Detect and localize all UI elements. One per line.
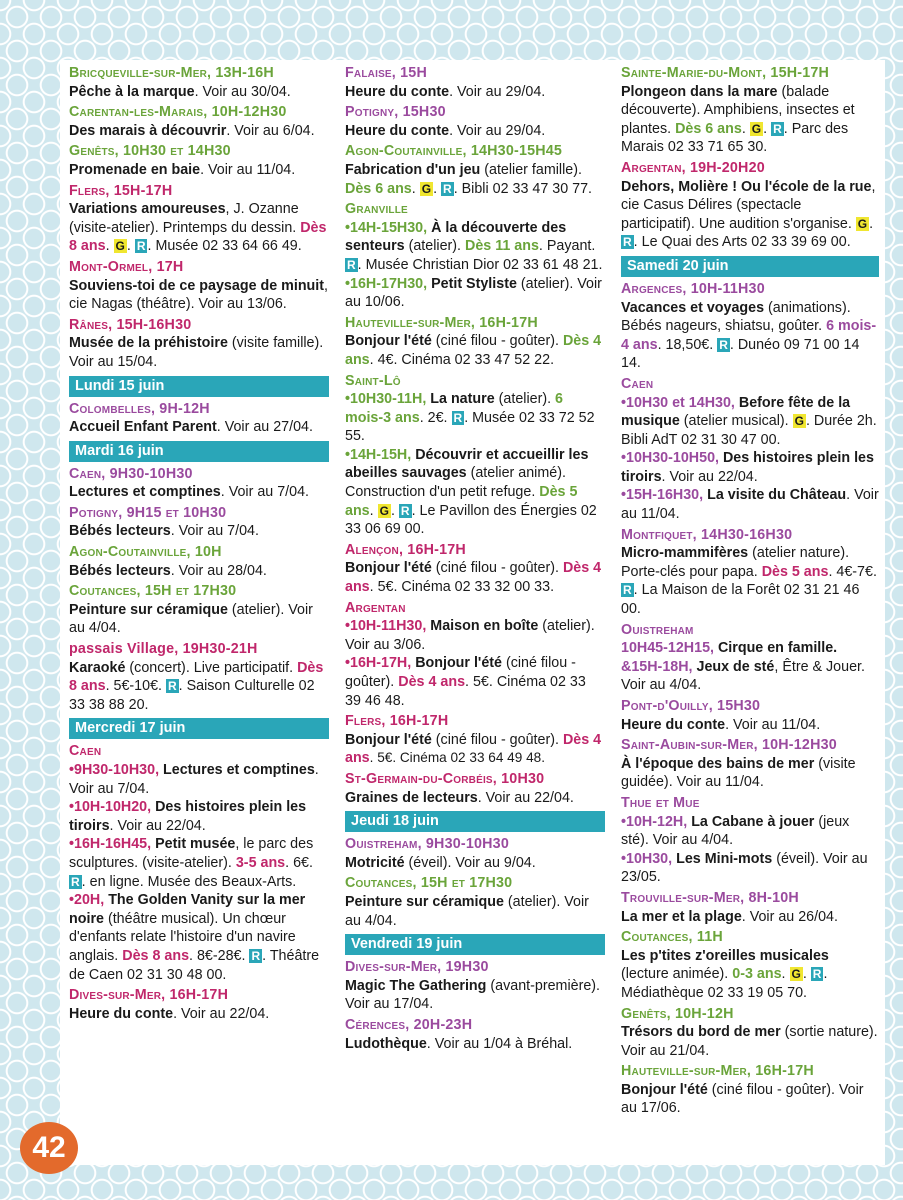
reservation-badge: R [167,679,177,694]
event-location: Hauteville-sur-Mer, 16H-17H [345,314,538,331]
event-title: Fabrication d'un jeu [345,161,481,178]
sub-event-time: &15H-18H, [621,658,693,675]
sub-event: •10H30 et 14H30, Before fête de la musique (atelier musical). G . Durée 2h. Bibli AdT 02 31 30 47 00. [621,394,877,448]
age-range: Dès 6 ans [345,180,412,197]
event-title: Accueil Enfant Parent [69,419,217,436]
event-title: Graines de lecteurs [345,789,478,806]
event-location: Falaise, 15H [345,65,427,81]
event-entry: Argentan, 19H-20H20 Dehors, Molière ! Ou l'école de la rue, cie Casus Délires (spectacle participatif). Une audition s'organise. G . R . Le Quai des Arts 02 33 39 69 00. [621,159,879,252]
event-location: Mont-Ormel, 17H [69,258,184,275]
event-location: Cérences, 20H-23H [345,1016,473,1033]
sub-event-time: •16H-16H45, [69,836,152,853]
event-location: Bricqueville-sur-Mer, 13H-16H [69,65,274,81]
event-location: Potigny, 15H30 [345,104,446,121]
age-range: Dès 6 ans [675,120,742,137]
event-title: Motricité [345,854,405,871]
event-entry [345,712,605,768]
event-details: . Voir au 6/04. [226,122,315,139]
event-details: . Voir au 1/04 à Bréhal. [426,1035,573,1052]
event-entry [345,1016,605,1053]
event-entry [69,504,329,541]
event-title: Bonjour l'été [345,731,432,748]
sub-event-time: •9H30-10H30, [69,762,160,778]
event-title: Heure du conte [345,122,450,139]
event-details: (éveil). Voir au 23/05. [621,850,868,886]
event-details: . Voir au 22/04. [661,468,758,485]
event-details: (ciné filou - goûter). [345,655,576,690]
event-entry: Flers, 15H-17H Variations amoureuses, J. Ozanne (visite-atelier). Printemps du dessin. Dès 8 ans. G . R . Musée 02 33 64 66 49. [69,182,329,256]
sub-event [345,617,605,654]
event-details: , le parc des sculptures. (visite-atelier). [69,836,314,871]
event-details: (atelier animé). Construction d'un petit refuge. [345,465,566,501]
event-details: . Voir au 29/04. [449,122,546,139]
event-details: . Voir au 7/04. [220,484,309,501]
event-location: Agon-Coutainville, 10H [69,544,222,561]
sub-event: •10H30-11H, La nature (atelier). 6 mois-3 ans. 2€. R . Musée 02 33 72 52 55. [345,391,595,445]
event-entry [69,316,329,372]
event-location: Coutances, 11H [621,929,723,946]
event-title: La Cabane à jouer [691,813,815,830]
event-title: Musée de la préhistoire [69,335,228,352]
event-title: Ludothèque [345,1035,427,1052]
event-details: (atelier). Voir au 10/06. [345,275,602,311]
event-entry: Sainte-Marie-du-Mont, 15H-17H Plongeon dans la mare (balade découverte). Amphibiens, insectes et plantes. Dès 6 ans. G . R . Parc des Marais 02 33 71 65 30. [621,64,879,157]
sub-event-time: •14H-15H, [345,446,412,463]
sub-event: •14H-15H30, À la découverte des senteurs (atelier). Dès 11 ans. Payant. R . Musée Christian Dior 02 33 61 48 21. [345,219,603,273]
event-details: (atelier). Voir au 3/06. [345,618,595,653]
event-details: (atelier musical). [679,413,789,430]
event-entry [621,794,879,887]
age-range: 3-5 ans [235,854,286,871]
event-details: , Être & Jouer. Voir au 4/04. [621,658,865,694]
event-location: Alençon, 16H-17H [345,541,466,558]
event-details: (théâtre musical). Un chœur d'enfants relate l'histoire d'un navire anglais. [69,910,296,964]
event-title: The Golden Vanity sur la mer noire [69,892,306,927]
sub-event-time: 10H45-12H15, [621,640,714,657]
event-title: Heure du conte [69,1005,174,1022]
sub-event [621,850,879,887]
day-header: Lundi 15 juin [69,376,329,397]
event-details: (ciné filou - goûter). [431,333,559,350]
event-location: Hauteville-sur-Mer, 16H-17H [621,1063,814,1080]
event-details: (atelier nature). Porte-clés pour papa. [621,545,850,580]
event-details: (lecture animée). [621,966,729,983]
event-location: passais Village, 19H30-21H [69,641,258,658]
event-title: Cirque en famille. [717,640,838,657]
event-location: St-Germain-du-Corbéis, 10H30 [345,770,545,787]
event-title: Trésors du bord de mer [621,1024,781,1041]
sub-event [621,639,879,658]
event-title: La mer et la plage [621,908,742,925]
event-entry [345,314,605,370]
event-title: Les p'tites z'oreilles musicales [621,947,829,964]
reservation-badge: R [623,235,632,250]
event-title: Bébés lecteurs [69,562,171,579]
event-details: (atelier). Voir au 4/04. [345,893,589,929]
event-details: , cie Nagas (théâtre). Voir au 13/06. [69,277,329,313]
event-entry [345,958,605,1014]
sub-event-time: •10H-10H20, [69,799,152,816]
event-details: . Voir au 27/04. [216,419,313,436]
event-location: Saint-Aubin-sur-Mer, 10H-12H30 [621,737,837,754]
event-location: Sainte-Marie-du-Mont, 15H-17H [621,65,830,81]
event-entry [69,64,329,101]
event-contact: . 5€. Cinéma 02 33 64 49 48. [369,750,545,766]
event-title: Karaoké [69,659,126,676]
free-badge: G [115,239,125,254]
event-location: Montfiquet, 14H30-16H30 [621,526,793,543]
sub-event [621,486,879,523]
event-title: Petit musée [155,836,236,853]
age-range: Dès 4 ans [345,333,602,368]
event-location: Granville [345,201,408,218]
event-location: Trouville-sur-Mer, 8H-10H [621,889,799,906]
day-header: Mardi 16 juin [69,441,329,462]
event-location: Caen [69,743,102,760]
event-entry [621,1005,879,1061]
event-details: . Voir au 22/04. [109,817,206,834]
event-title: Peinture sur céramique [69,601,228,618]
column-3 [621,64,879,1120]
event-contact: en ligne. Musée des Beaux-Arts. [89,873,297,890]
event-entry [621,736,879,792]
age-range: Dès 4 ans [345,731,602,767]
event-entry [345,874,605,930]
event-location: Caen, 9H30-10H30 [69,465,193,482]
sub-event-time: •10H30, [621,850,673,867]
sub-event: •14H-15H, Découvrir et accueillir les abeilles sauvages (atelier animé). Construction d'un petit refuge. Dès 5 ans. G . R . Le Pavillon des Énergies 02 33 06 69 00. [345,446,597,538]
sub-event [621,449,879,486]
event-title: La nature [430,391,495,408]
reservation-badge: R [251,948,261,963]
sub-event-time: •16H-17H30, [345,275,428,292]
event-details: . Voir au 22/04. [173,1005,270,1022]
event-details: . Voir au 22/04. [477,789,574,806]
event-title: Lectures et comptines [163,762,315,778]
event-entry [345,372,605,539]
age-range: 0-3 ans [732,966,782,983]
event-details: (ciné filou - goûter). [431,560,559,577]
event-title: Dehors, Molière ! Ou l'école de la rue [621,178,872,195]
event-price: . 4€-7€. [828,563,877,580]
event-location: Caen [621,375,654,392]
age-range: Dès 4 ans [345,560,602,596]
event-details: (avant-première). Voir au 17/04. [345,977,601,1013]
event-title: Bonjour l'été [345,560,432,577]
event-title: Bonjour l'été [415,655,502,672]
age-range: Dès 8 ans [69,659,324,695]
age-range: Dès 5 ans [761,563,829,580]
event-location: Coutances, 15H et 17H30 [69,583,237,600]
event-details: . Voir au 7/04. [69,762,319,797]
age-range: 6 mois-4 ans [621,318,877,353]
reservation-badge: R [623,583,632,598]
event-entry: Montfiquet, 14H30-16H30 Micro-mammifères (atelier nature). Porte-clés pour papa. Dès 5 ans. 4€-7€. R . La Maison de la Forêt 02 31 21 46 00. [621,526,879,619]
event-entry: Coutances, 11H Les p'tites z'oreilles musicales (lecture animée). 0-3 ans. G . R . Médiathèque 02 33 19 05 70. [621,928,879,1002]
reservation-badge: R [400,503,410,518]
event-entry [69,400,329,437]
sub-event [345,654,605,710]
reservation-badge: R [453,410,463,425]
sub-event-time: •10H30-10H50, [621,450,719,467]
event-title: Before fête de la musique [621,394,851,430]
event-location: Genêts, 10H-12H [621,1005,734,1022]
event-title: La visite du Château [707,487,847,504]
sub-event-time: •14H-15H30, [345,219,428,236]
event-title: Jeux de sté [696,658,775,675]
event-entry [621,1062,879,1118]
event-details: (animations). Bébés nageurs, shiatsu, goûter. [621,299,851,335]
event-title: Vacances et voyages [621,299,765,316]
event-location: Thue et Mue [621,794,700,811]
event-entry [621,621,879,695]
event-entry [69,543,329,580]
event-price: . 8€-28€. [189,947,246,964]
event-details: . Voir au 11/04. [200,161,296,178]
page-number-badge: 42 [20,1122,78,1174]
event-location: Dives-sur-Mer, 19H30 [345,959,489,976]
sub-event: •16H-16H45, Petit musée, le parc des sculptures. (visite-atelier). 3-5 ans. 6€. R . en ligne. Musée des Beaux-Arts. [69,836,314,890]
event-title: Peinture sur céramique [345,893,504,910]
event-details: . Voir au 7/04. [170,523,259,540]
event-title: Heure du conte [345,83,450,100]
event-location: Ouistreham [621,621,694,638]
event-details: (éveil). Voir au 9/04. [404,854,536,871]
event-details: , J. Ozanne (visite-atelier). Printemps du dessin. [69,201,299,236]
reservation-badge: R [719,337,728,352]
event-entry: Argences, 10H-11H30 Vacances et voyages (animations). Bébés nageurs, shiatsu, goûter. 6 mois-4 ans. 18,50€. R . Dunéo 09 71 00 14 14. [621,280,879,373]
event-location: Argentan, 19H-20H20 [621,159,765,176]
free-badge: G [421,181,432,196]
event-contact: Bibli 02 33 47 30 77. [461,180,593,197]
event-title: Lectures et comptines [69,484,221,501]
event-contact: Le Quai des Arts 02 33 39 69 00. [641,234,851,251]
event-title: Maison en boîte [430,618,539,635]
event-entry [69,465,329,502]
event-price: . 2€. [419,409,448,426]
event-price: . 6€. [285,854,313,871]
event-entry [345,103,605,140]
event-title: À l'époque des bains de mer [621,755,815,772]
free-badge: G [791,967,801,982]
event-price: . 5€-10€. [105,678,162,695]
age-range: 6 mois-3 ans [345,391,563,426]
event-entry [69,582,329,638]
event-location: Agon-Coutainville, 14H30-15H45 [345,143,563,160]
event-location: Colombelles, 9H-12H [69,400,210,417]
event-contact: Durée 2h. Bibli AdT 02 31 30 47 00. [621,413,877,448]
event-details: (atelier). [494,391,552,408]
event-contact: . 5€. Cinéma 02 33 39 46 48. [345,674,586,709]
reservation-badge: R [347,257,356,272]
event-details: (atelier famille). [480,161,582,178]
event-entry [621,375,879,524]
event-title: Bébés lecteurs [69,523,171,540]
event-contact: . 5€. Cinéma 02 33 32 00 33. [369,579,555,596]
age-range: Dès 8 ans [69,219,327,255]
event-title: Micro-mammifères [621,545,749,562]
day-header: Samedi 20 juin [621,256,879,277]
event-details: . Voir au 29/04. [449,83,546,100]
sub-event-time: •16H-17H, [345,655,412,672]
reservation-badge: R [443,181,452,196]
event-title: Petit Styliste [431,275,517,292]
event-contact: Saison Culturelle 02 33 38 88 20. [69,678,315,713]
reservation-badge: R [136,239,146,254]
event-location: Argences, 10H-11H30 [621,280,765,297]
event-details: (jeux sté). Voir au 4/04. [621,813,850,849]
event-details: . Voir au 26/04. [741,908,838,925]
event-entry: Agon-Coutainville, 14H30-15H45 Fabrication d'un jeu (atelier famille). Dès 6 ans. G . R . Bibli 02 33 47 30 77. [345,142,605,198]
event-contact: Musée Christian Dior 02 33 61 48 21. [365,256,603,273]
event-price: . Payant. [538,238,596,255]
event-details: (sortie nature). Voir au 21/04. [621,1024,878,1059]
event-price: . 18,50€. [657,336,714,353]
event-contact: Dunéo 09 71 00 14 14. [621,336,860,372]
event-location: Potigny, 9H15 et 10H30 [69,504,227,521]
event-title: Variations amoureuses [69,201,226,218]
sub-event-time: •15H-16H30, [621,487,704,504]
event-details: (ciné filou - goûter). Voir au 17/06. [621,1081,864,1117]
event-contact: Musée 02 33 72 52 55. [345,409,595,445]
event-details: (atelier). [404,238,462,255]
event-title: Des histoires plein les tiroirs [69,799,307,834]
event-details: . Voir au 11/04. [725,716,821,733]
day-header: Jeudi 18 juin [345,811,605,832]
sub-event: •20H, The Golden Vanity sur la mer noire (théâtre musical). Un chœur d'enfants relate l'histoire d'un navire anglais. Dès 8 ans. 8€-28€. R . Théâtre de Caen 02 31 30 48 00. [69,892,320,983]
day-header: Mercredi 17 juin [69,718,329,739]
age-range: Dès 11 ans [465,238,539,255]
sub-event [345,275,605,312]
age-range: Dès 8 ans [122,947,190,964]
event-title: Promenade en baie [69,161,201,178]
event-title: Heure du conte [621,716,726,733]
free-badge: G [379,503,389,518]
event-title: Les Mini-mots [676,850,773,867]
sub-event [69,798,329,835]
sub-event-time: •10H30 et 14H30, [621,394,735,411]
event-location: Dives-sur-Mer, 16H-17H [69,987,229,1004]
event-details: . Voir au 11/04. [621,487,879,523]
event-details: (concert). Live participatif. [125,659,294,676]
age-range: Dès 4 ans [398,674,466,690]
event-entry [345,541,605,597]
sub-event-time: •10H30-11H, [345,391,427,408]
sub-event [69,761,329,798]
event-details: , cie Casus Délires (spectacle participatif). Une audition s'organise. [621,178,876,232]
free-badge: G [751,121,762,136]
event-entry [69,258,329,314]
sub-event-time: •10H-12H, [621,813,688,830]
event-contact: Théâtre de Caen 02 31 30 48 00. [69,947,320,983]
event-location: Pont-d'Ouilly, 15H30 [621,698,761,714]
event-entry [69,142,329,179]
sub-event [621,658,879,695]
event-entry: passais Village, 19H30-21H Karaoké (concert). Live participatif. Dès 8 ans. 5€-10€. R . Saison Culturelle 02 33 38 88 20. [69,640,329,714]
event-entry [345,770,605,807]
event-title: Bonjour l'été [621,1081,708,1098]
event-contact: . 4€. Cinéma 02 33 47 52 22. [369,351,555,368]
event-entry [345,599,605,711]
free-badge: G [857,216,868,231]
event-title: Magic The Gathering [345,977,487,994]
event-details: (balade découverte). Amphibiens, insectes et plantes. [621,83,855,137]
reservation-badge: R [812,967,822,982]
event-entry [69,103,329,140]
event-location: Coutances, 15H et 17H30 [345,875,513,892]
column-2 [345,64,605,1055]
event-location: Saint-Lô [345,372,401,389]
age-range: Dès 5 ans [345,484,578,519]
reservation-badge: R [71,874,80,889]
event-details: (ciné filou - goûter). [431,731,559,748]
event-title: Souviens-toi de ce paysage de minuit [69,277,325,294]
event-location: Carentan-les-Marais, 10H-12H30 [69,104,287,121]
event-title: Pêche à la marque [69,83,195,100]
event-entry [345,200,605,312]
sub-event-time: •10H-11H30, [345,618,427,635]
column-1 [69,64,329,1025]
event-details: (visite famille). Voir au 15/04. [69,335,324,370]
event-contact: Musée 02 33 64 66 49. [155,238,302,255]
sub-event-time: •20H, [69,892,105,909]
event-details: (atelier). Voir au 4/04. [69,601,313,637]
sub-event [621,813,879,850]
event-location: Rânes, 15H-16H30 [69,316,192,333]
event-contact: Le Pavillon des Énergies 02 33 06 69 00. [345,502,597,538]
free-badge: G [794,414,804,429]
event-contact: La Maison de la Forêt 02 31 21 46 00. [621,582,860,618]
day-header: Vendredi 19 juin [345,934,605,955]
reservation-badge: R [773,121,782,136]
event-title: Des marais à découvrir [69,122,227,139]
event-location: Genêts, 10H30 et 14H30 [69,143,231,160]
event-entry [69,742,329,984]
event-location: Argentan [345,599,406,616]
event-title: Des histoires plein les tiroirs [621,450,874,485]
event-title: Découvrir et accueillir les abeilles sauvages [345,446,589,482]
event-details: . Voir au 28/04. [170,562,267,579]
event-entry [69,986,329,1023]
event-entry [345,835,605,872]
event-location: Ouistreham, 9H30-10H30 [345,836,509,853]
event-title: À la découverte des senteurs [345,219,567,255]
event-details: (visite guidée). Voir au 11/04. [621,755,856,791]
event-entry [621,697,879,734]
event-title: Plongeon dans la mare [621,83,778,100]
event-location: Flers, 16H-17H [345,713,449,730]
event-contact: Parc des Marais 02 33 71 65 30. [621,120,849,156]
event-contact: Médiathèque 02 33 19 05 70. [621,984,808,1001]
event-details: . Voir au 30/04. [194,83,291,100]
event-title: Bonjour l'été [345,333,432,350]
event-location: Flers, 15H-17H [69,182,173,199]
event-entry [345,64,605,101]
event-entry [621,889,879,926]
